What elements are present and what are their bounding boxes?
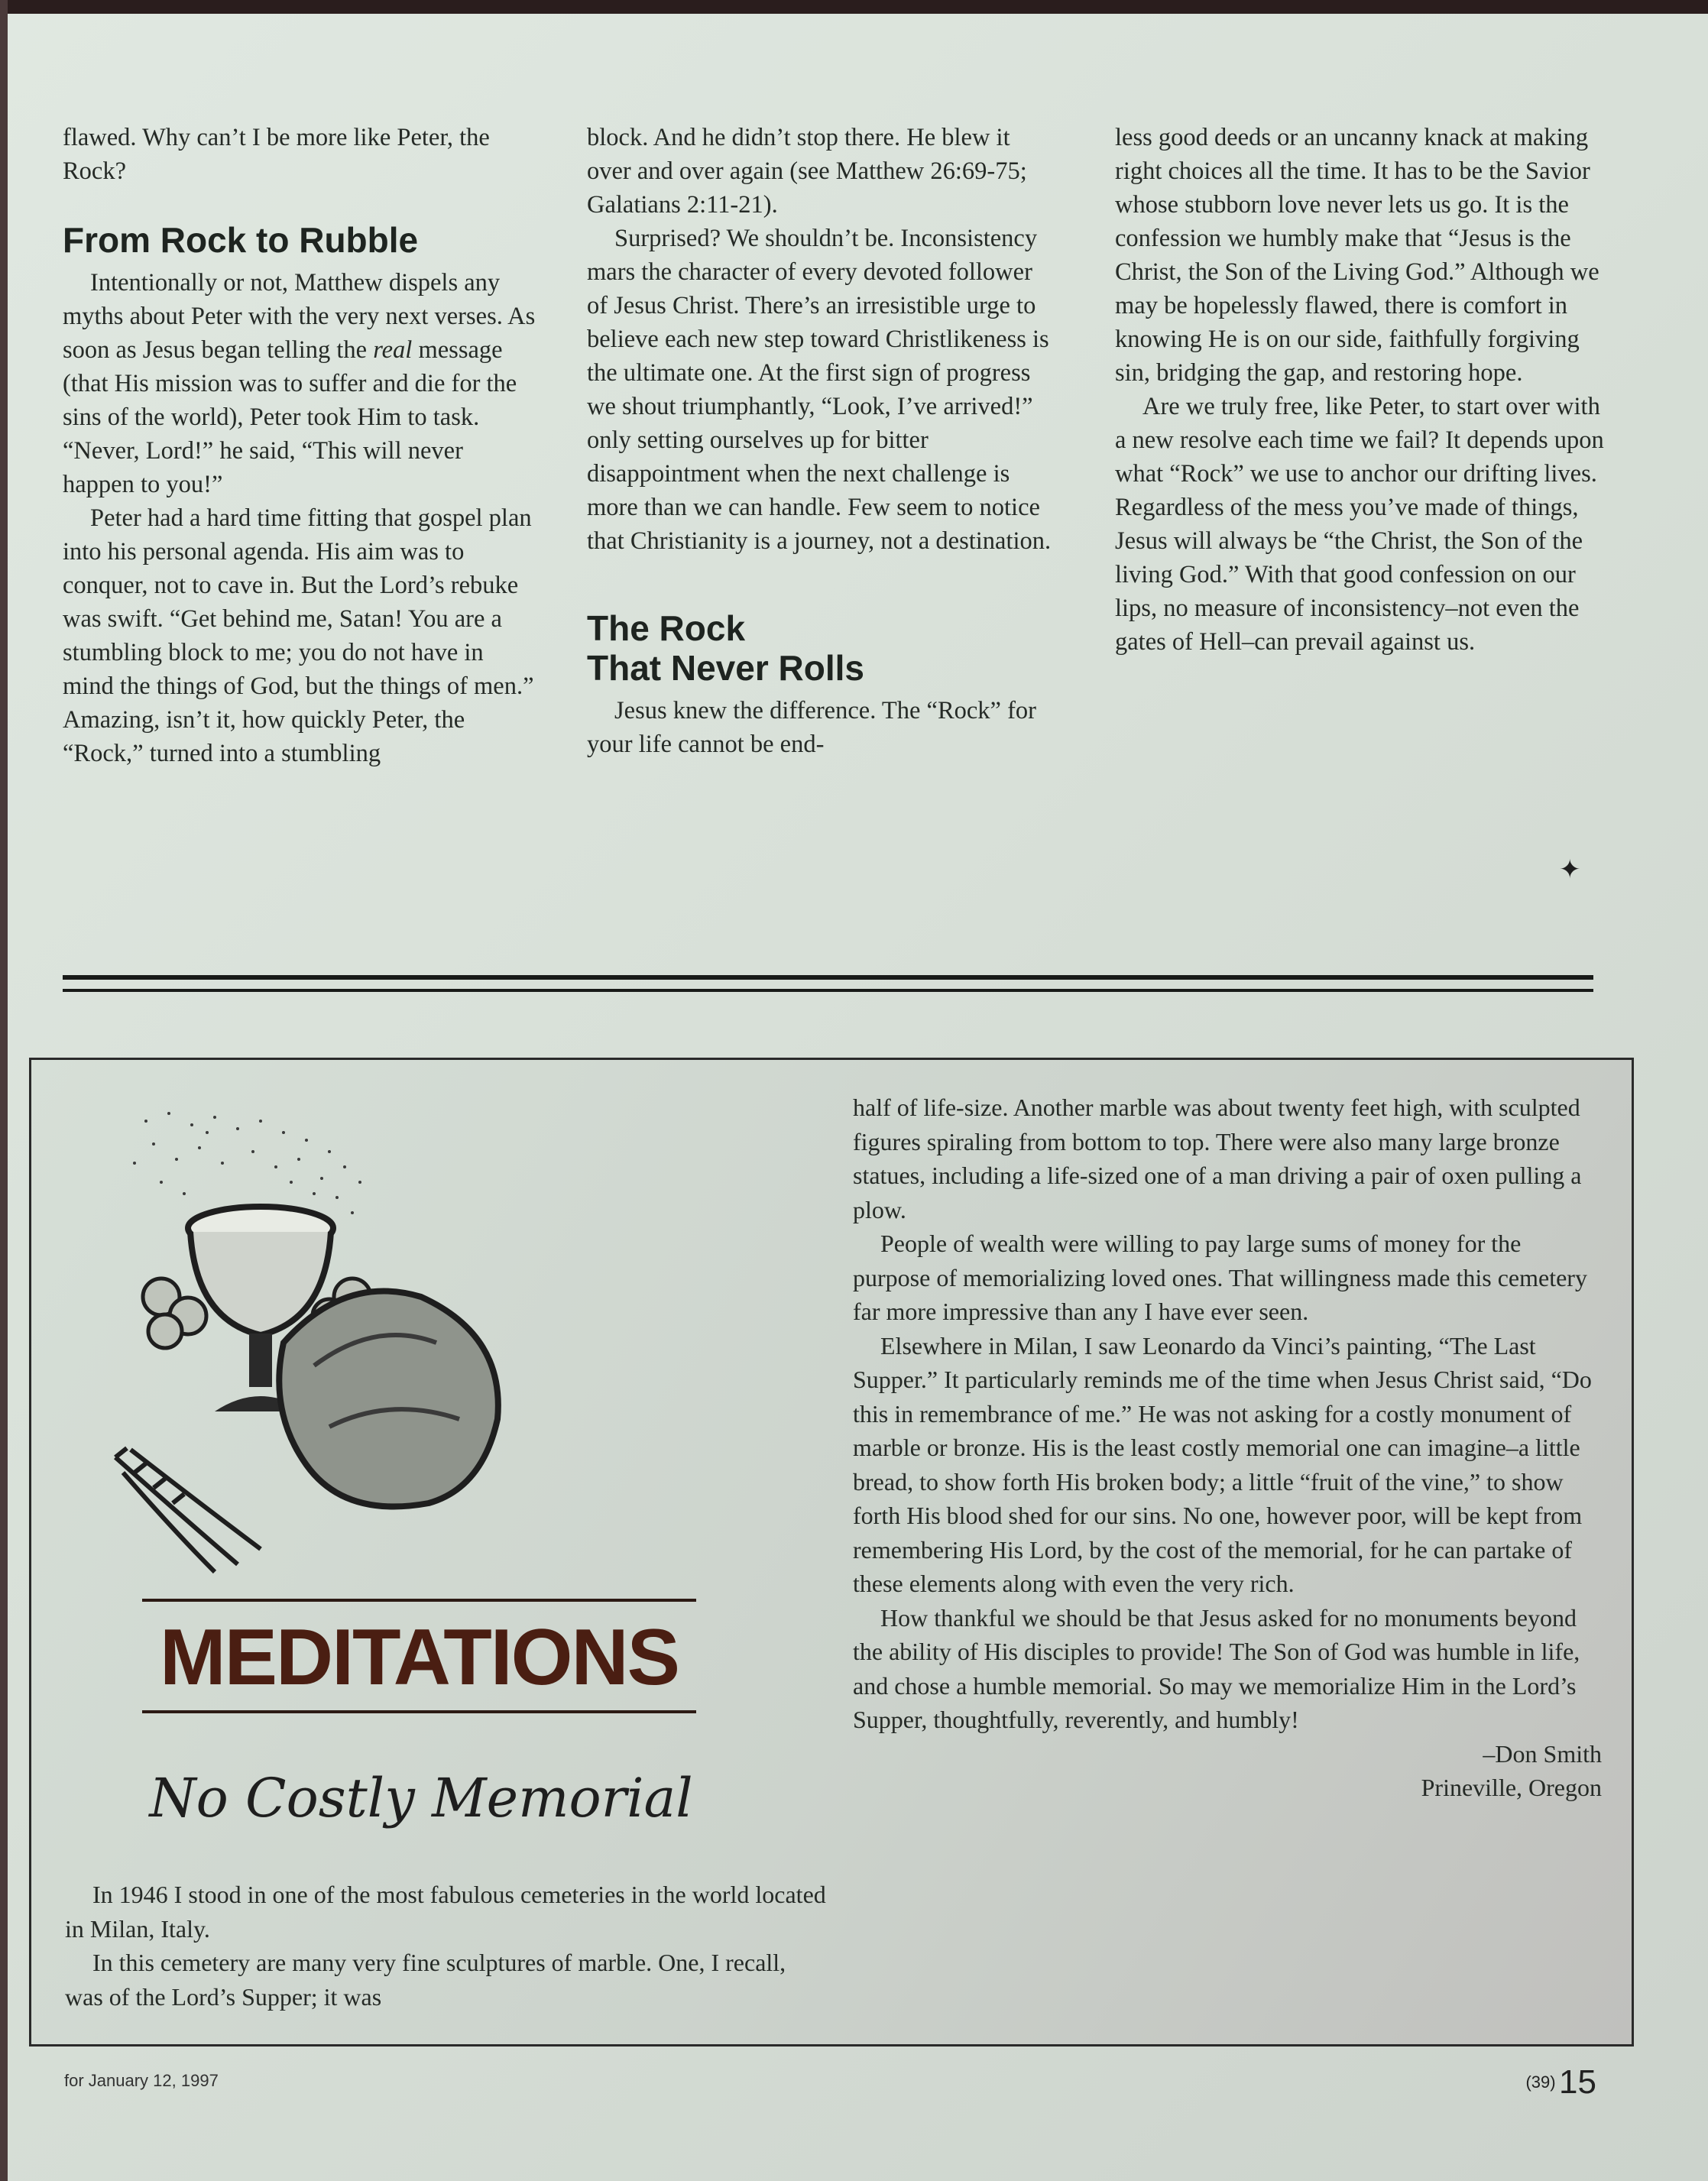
issue-date: for January 12, 1997 [64, 2071, 219, 2090]
end-of-article-icon: ✦ [1559, 856, 1581, 884]
meditation-left-text [65, 1878, 829, 2014]
meditation-paragraph-4: People of wealth were willing to pay large sums of money for the purpose of memorializing loved ones. That willingness made this cemetery far more impressive than any I have ever seen. [853, 1230, 1587, 1325]
meditation-paragraph-6: How thankful we should be that Jesus asked for no monuments beyond the ability of His disciples to provide! The Son of God was humble in life, and chose a humble memorial. So may we memorialize Him in the Lord’s Supper, thoughtfully, reverently, and humbly! [853, 1603, 1580, 1733]
article-column-2 [587, 121, 1057, 761]
col1-paragraph-3: Peter had a hard time fitting that gospel plan into his personal agenda. His aim was to conquer, not to cave in. But the Lord’s rebuke was swift. “Get behind me, Satan! You are a stumbling block to me; you do not have in mind the things of God, but the things of men.” Amazing, isn’t it, how quickly Peter, the “Rock,” turned into a stumbling [63, 504, 534, 767]
meditation-title: No Costly Memorial [149, 1767, 693, 1829]
author-location: Prineville, Oregon [1421, 1774, 1602, 1801]
author-signature: –Don Smith [1483, 1739, 1602, 1768]
heading-line-1: The Rock [587, 608, 746, 648]
communion-illustration [100, 1090, 635, 1580]
col3-paragraph-2: Are we truly free, like Peter, to start over with a new resolve each time we fail? It depends upon what “Rock” we use to anchor our drifting lives. Regardless of the mess you’ve made of things, Jesus will always be “the Christ, the Son of the living God.” With that good confession on our lips, no measure of inconsistency–not even the gates of Hell–can prevail against us. [1115, 393, 1604, 656]
bread-loaf-icon [279, 1291, 498, 1507]
col1-paragraph-2-text-b: message (that His mission was to suffer and die for the sins of the world), Peter took Him to task. “Never, Lord!” he said, “This will never happen to you!” [63, 336, 517, 498]
col2-paragraph-1: block. And he didn’t stop there. He blew it over and over again (see Matthew 26:69-75; Galatians 2:11-21). [587, 124, 1027, 219]
col1-paragraph-2-emphasis: real [373, 336, 413, 364]
article-column-1 [63, 121, 536, 770]
col3-paragraph-1: less good deeds or an uncanny knack at making right choices all the time. It has to be the Savior whose stubborn love never lets us go. It is the confession we humbly make that “Jesus is the Christ, the Son of the Living God.” Although we may be hopelessly flawed, there is comfort in knowing He is on our side, faithfully forgiving sin, bridging the gap, and restoring hope. [1115, 124, 1599, 387]
banner-title: MEDITATIONS [160, 1613, 679, 1702]
banner-rule-top [142, 1599, 696, 1602]
banner-rule-bottom [142, 1710, 696, 1713]
meditation-paragraph-2: In this cemetery are many very fine sculptures of marble. One, I recall, was of the Lord’s Supper; it was [65, 1949, 786, 2011]
section-heading-rock-to-rubble: From Rock to Rubble [63, 220, 419, 260]
page-number-block [1525, 2063, 1596, 2102]
section-heading-rock-never-rolls [587, 608, 1057, 688]
issue-page-number: (39) [1525, 2072, 1556, 2092]
page-number: 15 [1559, 2063, 1596, 2101]
divider-rule-top [63, 975, 1593, 980]
col1-paragraph-1: flawed. Why can’t I be more like Peter, the Rock? [63, 124, 490, 185]
col2-paragraph-2: Surprised? We shouldn’t be. Inconsistency mars the character of every devoted follower of Jesus Christ. There’s an irresistible urge to believe each new step toward Christlikeness is the ultimate one. At the first sign of progress we shout triumphantly, “Look, I’ve arrived!” only setting ourselves up for bitter disappointment when the next challenge is more than we can handle. Few seem to notice that Christianity is a journey, not a destination. [587, 225, 1052, 555]
meditation-paragraph-5: Elsewhere in Milan, I saw Leonardo da Vinci’s painting, “The Last Supper.” It particularly reminds me of the time when Jesus Christ said, “Do this in remembrance of me.” He was not asking for a costly monument of marble or bronze. His is the least costly memorial one can imagine–a little bread, to show forth His broken body; a little “fruit of the vine,” to show forth His blood shed for our sins. No one, however poor, will be kept from remembering His Lord, by the cost of the memorial, for he can partake of these elements along with even the very rich. [853, 1331, 1592, 1597]
col1-paragraph-2 [63, 266, 536, 501]
divider-rule-bottom [63, 989, 1593, 992]
page-top-edge [0, 0, 1708, 14]
meditation-paragraph-3: half of life-size. Another marble was about twenty feet high, with sculpted figures spiraling from bottom to top. There were also many large bronze statues, including a life-sized one of a man driving a pair of oxen pulling a plow. [853, 1094, 1582, 1223]
meditations-banner [142, 1599, 696, 1713]
col2-paragraph-3: Jesus knew the difference. The “Rock” for your life cannot be end- [587, 697, 1036, 758]
page-left-edge [0, 0, 8, 2181]
article-column-3 [1115, 121, 1604, 659]
meditation-paragraph-1: In 1946 I stood in one of the most fabulous cemeteries in the world located in Milan, Italy. [65, 1881, 826, 1943]
meditation-right-text [853, 1090, 1602, 1805]
wheat-icon [115, 1448, 261, 1572]
stipple-cloud-icon [133, 1112, 361, 1214]
col1-paragraph-2-text-a: Intentionally or not, Matthew dispels any myths about Peter with the very next verses. As soon as Jesus began telling the [63, 269, 536, 364]
meditations-box [29, 1058, 1634, 2047]
heading-line-2: That Never Rolls [587, 648, 864, 688]
